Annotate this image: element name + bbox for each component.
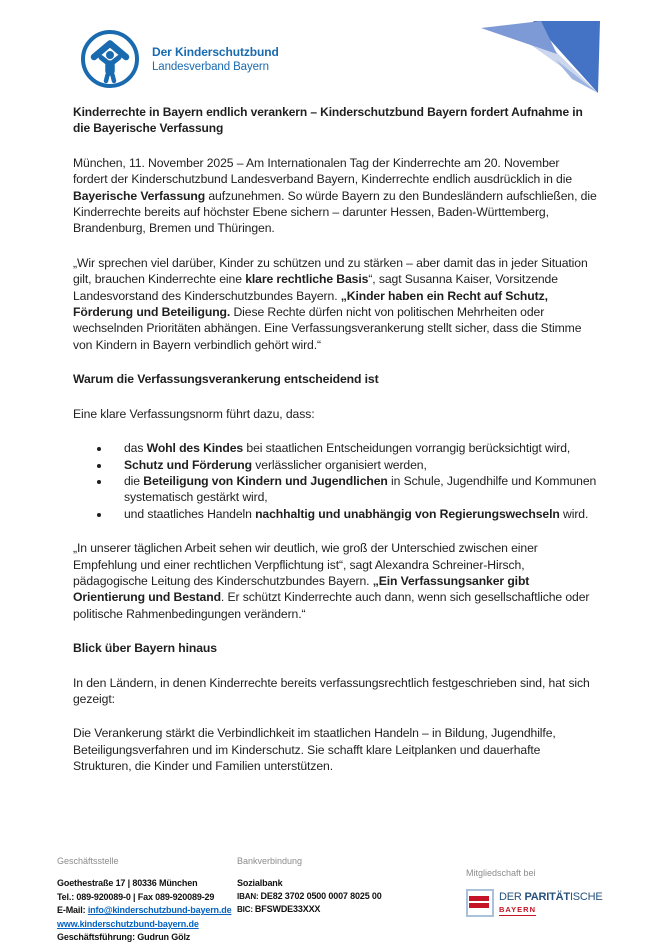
org-name: Der Kinderschutzbund — [152, 44, 279, 59]
bullet-item-nachhaltig: • und staatliches Handeln nachhaltig und unabhängig von Regierungswechseln wird. — [111, 506, 597, 522]
bullet-item-kindeswohl: • das Wohl des Kindes bei staatlichen Entscheidungen vorrangig berücksichtigt wird, — [111, 440, 597, 456]
org-logo-text — [152, 44, 279, 75]
corner-triangle-decoration-icon — [472, 15, 602, 95]
section-heading-warum: Warum die Verfassungsverankerung entscheidend ist — [73, 372, 379, 387]
iban-label: IBAN: — [237, 892, 261, 902]
office-address: Goethestraße 17 | 80336 München — [57, 878, 198, 888]
footer-bank-label: Bankverbindung — [237, 856, 303, 866]
bank-bic-line — [237, 903, 382, 916]
wordmark-ische: ISCHE — [569, 891, 603, 903]
footer-office-label: Geschäftsstelle — [57, 856, 119, 866]
kinderschutzbund-child-under-roof-icon — [80, 29, 140, 89]
office-management: Geschäftsführung: Gudrun Gölz — [57, 932, 191, 943]
email-label: E-Mail: — [57, 905, 88, 916]
bank-name: Sozialbank — [237, 878, 283, 888]
bank-iban-line — [237, 890, 382, 903]
footer-membership — [466, 868, 603, 917]
footer-bank — [237, 856, 382, 917]
press-release-body — [73, 104, 597, 793]
press-release-title — [73, 104, 597, 137]
wordmark-der: DER — [499, 891, 525, 903]
website-link[interactable]: www.kinderschutzbund-bayern.de — [57, 918, 199, 929]
footer-membership-label: Mitgliedschaft bei — [466, 868, 536, 878]
paragraph-quote-schreiner: „In unserer täglichen Arbeit sehen wir deutlich, wie groß der Unterschied zwischen einer Empfehlung und einer rechtlichen Verpflichtung ist“, sagt Alexandra Schreiner-Hirsch, pädagogische Leitung des Kinderschutzbundes Bayern. „Ein Verfassungsanker gibt Orientierung und Bestand. Er schützt Kinderrechte auch dann, wenn sich gesellschaftliche oder politische Rahmenbedingungen verändern.“ — [73, 541, 590, 621]
paragraph-laender: In den Ländern, in denen Kinderrechte bereits verfassungsrechtlich festgeschrieben sind, hat sich gezeigt: — [73, 675, 590, 706]
org-logo — [80, 29, 279, 89]
paragraph-intro: München, 11. November 2025 – Am Internationalen Tag der Kinderrechte am 20. November fordert der Kinderschutzbund Landesverband Bayern, Kinderrechte endlich ausdrücklich in die Bayerische Verfassung aufzunehmen. So würde Bayern zu den Bundesländern aufschließen, die Kinderrechte bereits auf höchster Ebene sichern – darunter Hessen, Baden-Württemberg, Brandenburg, Bremen und Thüringen. — [73, 155, 597, 236]
bullet-item-schutz: • Schutz und Förderung verlässlicher organisiert werden, — [111, 457, 597, 473]
iban-prefix: DE82 3702 0500 — [260, 891, 329, 902]
paritaetische-region: BAYERN — [499, 905, 536, 914]
paritaetische-logo — [466, 889, 603, 917]
office-phone: Tel.: 089-920089-0 | Fax 089-920089-29 — [57, 891, 215, 902]
office-email-line — [57, 904, 231, 918]
paragraph-quote-kaiser: „Wir sprechen viel darüber, Kinder zu schützen und zu stärken – aber damit das in jeder Situation gilt, brauchen Kinderrechte eine klare rechtliche Basis“, sagt Susanna Kaiser, Vorsitzende Landesvorstand des Kinderschutzbundes Bayern. „Kinder haben ein Recht auf Schutz, Förderung und Beteiligung. Diese Rechte dürfen nicht von politischen Mehrheiten oder wechselnden Prioritäten abhängen. Eine Verfassungsverankerung stellt sicher, dass die Stimme von Kindern in Bayern verbindlich gehört wird.“ — [73, 255, 588, 352]
paritaetische-logo-text — [499, 891, 603, 916]
title-line-1: Kinderrechte in Bayern endlich verankern – Kinderschutzbund Bayern fordert Aufnahme in — [73, 105, 583, 119]
paragraph-lead-in: Eine klare Verfassungsnorm führt dazu, dass: — [73, 406, 315, 421]
office-website-line — [57, 918, 231, 932]
footer-office — [57, 856, 231, 945]
iban-account-part: 0007 8025 00 — [328, 891, 382, 902]
paritaetische-wordmark — [499, 891, 603, 904]
bullet-list — [73, 440, 597, 522]
email-link[interactable]: info@kinderschutzbund-bayern.de — [87, 905, 232, 916]
title-line-2: die Bayerische Verfassung — [73, 121, 224, 136]
bic-value: BFSWDE33XXX — [254, 904, 321, 915]
bullet-item-beteiligung: • die Beteiligung von Kindern und Jugendlichen in Schule, Jugendhilfe und Kommunen systematisch gestärkt wird, — [111, 473, 597, 506]
paragraph-verankerung: Die Verankerung stärkt die Verbindlichkeit im staatlichen Handeln – in Bildung, Jugendhilfe, Beteiligungsverfahren und im Kinderschutz. Sie schafft klare Leitplanken und dauerhafte Strukturen, die Kinder und Familien unterstützen. — [73, 726, 556, 774]
bic-label: BIC: — [237, 905, 255, 915]
wordmark-paritaet: PARITÄT — [524, 891, 570, 903]
section-heading-blick: Blick über Bayern hinaus — [73, 641, 217, 656]
paritaetische-equals-square-icon — [466, 889, 494, 917]
org-subtitle: Landesverband Bayern — [152, 60, 269, 73]
